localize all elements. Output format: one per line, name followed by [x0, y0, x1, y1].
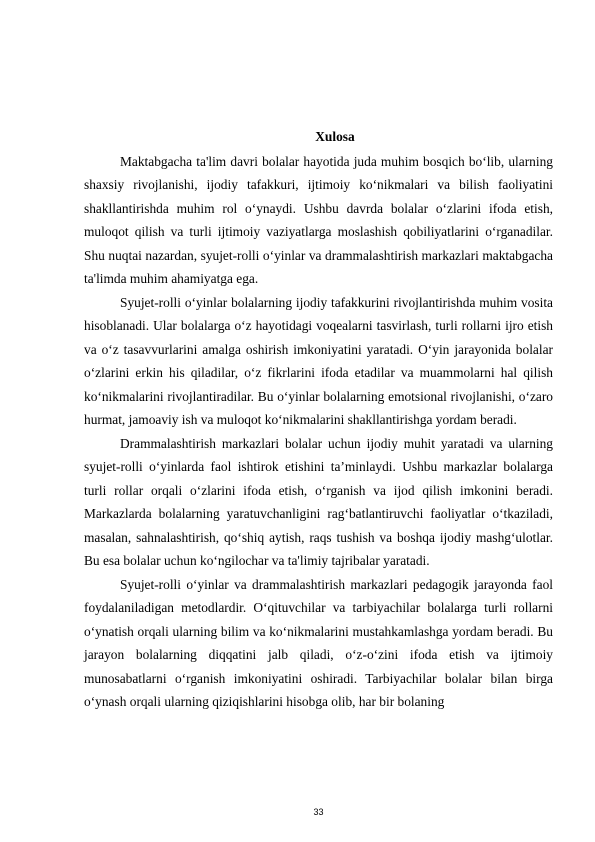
paragraph-2: Syujet-rolli o‘yinlar bolalarning ijodiy tafakkurini rivojlantirishda muhim vosita hisoblanadi. Ular bolalarga o‘z hayotidagi voqealarni tasvirlash, turli rollarni ijro etish va o‘z tasavvurlarini amalga oshirish imkoniyatini yaratadi. O‘yin jarayonida bolalar o‘zlarini erkin his qiladilar, o‘z fikrlarini ifoda etadilar va muammolarni hal qilish ko‘nikmalarini rivojlantiradilar. Bu o‘yinlar bolalarning emotsional rivojlanishi, o‘zaro hurmat, jamoaviy ish va muloqot ko‘nikmalarini shakllantirishga yordam beradi. [84, 294, 553, 427]
page-number: 33 [313, 807, 324, 817]
paragraph-4: Syujet-rolli o‘yinlar va drammalashtirish markazlari pedagogik jarayonda faol foydalaniladigan metodlardir. O‘qituvchilar va tarbiyachilar bolalarga turli rollarni o‘ynatish orqali ularning bilim va ko‘nikmalarini mustahkamlashga yordam beradi. Bu jarayon bolalarning diqqatini jalb qiladi, o‘z-o‘zini ifoda etish va ijtimoiy munosabatlarni o‘rganish imkoniyatini oshiradi. Tarbiyachilar bolalar bilan birga o‘ynash orqali ularning qiziqishlarini hisobga olib, har bir bolaning [84, 576, 553, 709]
body-text [84, 150, 553, 714]
paragraph-3: Drammalashtirish markazlari bolalar uchun ijodiy muhit yaratadi va ularning syujet-rolli o‘yinlarda faol ishtirok etishini ta’minlaydi. Ushbu markazlar bolalarga turli rollar orqali o‘zlarini ifoda etish, o‘rganish va ijod qilish imkonini beradi. Markazlarda bolalarning yaratuvchanligini rag‘batlantiruvchi faoliyatlar o‘tkaziladi, masalan, sahnalashtirish, qo‘shiq aytish, raqs tushish va boshqa ijodiy mashg‘ulotlar. Bu esa bolalar uchun ko‘ngilochar va ta'limiy tajribalar yaratadi. [84, 435, 553, 568]
paragraph-1: Maktabgacha ta'lim davri bolalar hayotida juda muhim bosqich bo‘lib, ularning shaxsiy rivojlanishi, ijodiy tafakkuri, ijtimoiy ko‘nikmalari va bilish faoliyatini shakllantirishda muhim rol o‘ynaydi. Ushbu davrda bolalar o‘zlarini ifoda etish, muloqot qilish va turli ijtimoiy vaziyatlarga moslashish qobiliyatlarini o‘rganadilar. Shu nuqtai nazardan, syujet-rolli o‘yinlar va drammalashtirish markazlari maktabgacha ta'limda muhim ahamiyatga ega. [84, 153, 553, 286]
section-title: Xulosa [315, 129, 355, 144]
